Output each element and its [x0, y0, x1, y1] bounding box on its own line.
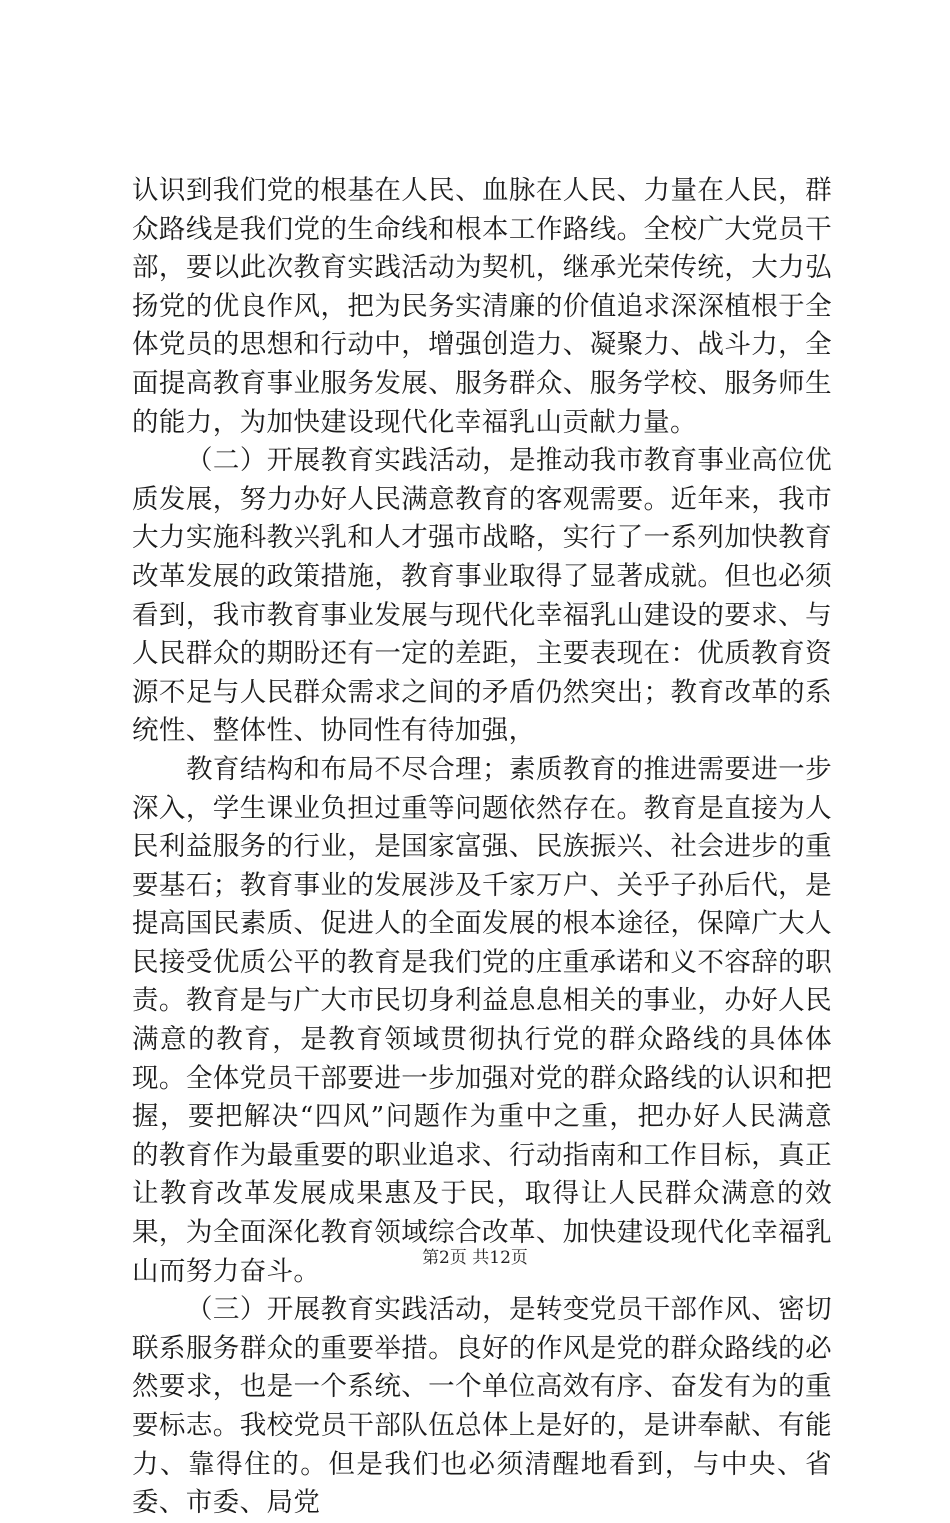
- paragraph-2: （二）开展教育实践活动，是推动我市教育事业高位优质发展，努力办好人民满意教育的客观需要。近年来，我市大力实施科教兴乳和人才强市战略，实行了一系列加快教育改革发展的政策措施，教育事业取得了显著成就。但也必须看到，我市教育事业发展与现代化幸福乳山建设的要求、与人民群众的期盼还有一定的差距，主要表现在：优质教育资源不足与人民群众需求之间的矛盾仍然突出；教育改革的系统性、整体性、协同性有待加强，: [132, 445, 832, 747]
- paragraph-4: （三）开展教育实践活动，是转变党员干部作风、密切联系服务群众的重要举措。良好的作风是党的群众路线的必然要求，也是一个系统、一个单位高效有序、奋发有为的重要标志。我校党员干部队伍总体上是好的，是讲奉献、有能力、靠得住的。但是我们也必须清醒地看到，与中央、省委、市委、局党: [132, 1294, 832, 1519]
- document-body: [132, 172, 832, 1523]
- paragraph-3: 教育结构和布局不尽合理；素质教育的推进需要进一步深入，学生课业负担过重等问题依然存在。教育是直接为人民利益服务的行业，是国家富强、民族振兴、社会进步的重要基石；教育事业的发展涉及千家万户、关乎子孙后代，是提高国民素质、促进人的全面发展的根本途径，保障广大人民接受优质公平的教育是我们党的庄重承诺和义不容辞的职责。教育是与广大市民切身利益息息相关的事业，办好人民满意的教育，是教育领域贯彻执行党的群众路线的具体体现。全体党员干部要进一步加强对党的群众路线的认识和把握，要把解决“四风”问题作为重中之重，把办好人民满意的教育作为最重要的职业追求、行动指南和工作目标，真正让教育改革发展成果惠及于民，取得让人民群众满意的效果，为全面深化教育领域综合改革、加快建设现代化幸福乳山而努力奋斗。: [132, 753, 832, 1287]
- page-number-footer: 第2页 共12页: [422, 1248, 528, 1268]
- paragraph-1: 认识到我们党的根基在人民、血脉在人民、力量在人民，群众路线是我们党的生命线和根本工作路线。全校广大党员干部，要以此次教育实践活动为契机，继承光荣传统，大力弘扬党的优良作风，把为民务实清廉的价值追求深深植根于全体党员的思想和行动中，增强创造力、凝聚力、战斗力，全面提高教育事业服务发展、服务群众、服务学校、服务师生的能力，为加快建设现代化幸福乳山贡献力量。: [132, 175, 832, 438]
